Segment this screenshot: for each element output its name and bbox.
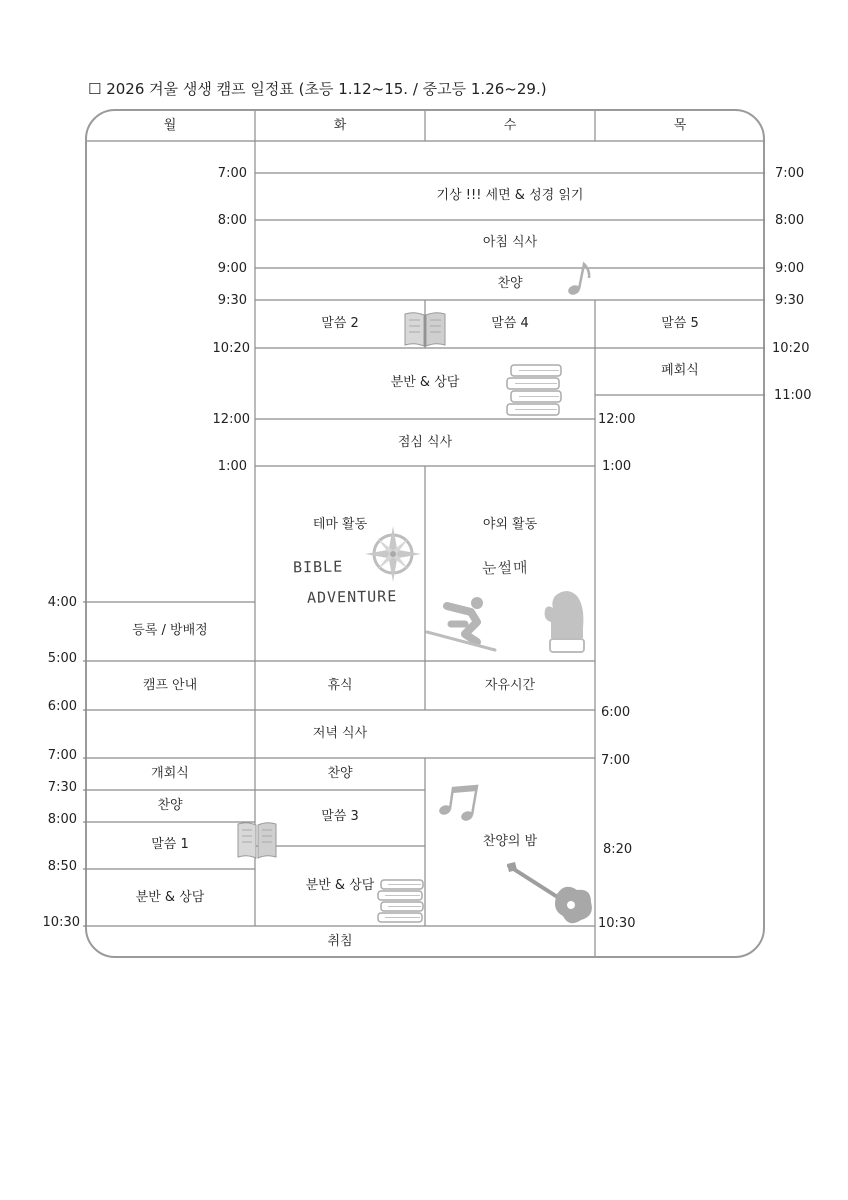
open-book-icon xyxy=(235,818,279,864)
event-praise-morning: 찬양 xyxy=(497,276,523,291)
time-label: 7:00 xyxy=(47,748,77,763)
time-label: 1:00 xyxy=(602,459,632,474)
time-label: 7:00 xyxy=(217,166,247,181)
time-label: 8:20 xyxy=(603,842,633,857)
event-guide: 캠프 안내 xyxy=(142,678,198,693)
time-label: 11:00 xyxy=(774,388,812,403)
book-stack-icon xyxy=(505,362,565,418)
book-stack-icon xyxy=(376,878,426,926)
theme-subtitle-2: ADVENTURE xyxy=(306,587,398,607)
event-group-mon: 분반 & 상담 xyxy=(135,890,205,905)
day-header-tue: 화 xyxy=(333,118,347,133)
time-label: 7:00 xyxy=(775,166,805,181)
day-header-thu: 목 xyxy=(673,118,687,133)
event-word-4: 말씀 4 xyxy=(491,316,529,331)
event-group-am: 분반 & 상담 xyxy=(390,375,460,390)
page-title: ☐ 2026 겨울 생생 캠프 일정표 (초등 1.12~15. / 중고등 1.26~29.) xyxy=(88,80,547,98)
event-sleep: 취침 xyxy=(327,934,353,949)
event-dinner: 저녁 식사 xyxy=(312,726,368,741)
time-label: 8:00 xyxy=(217,213,247,228)
day-header-wed: 수 xyxy=(503,118,517,133)
event-breakfast: 아침 식사 xyxy=(482,235,538,250)
compass-icon xyxy=(363,524,423,584)
time-label: 6:00 xyxy=(47,699,77,714)
event-praise-tue: 찬양 xyxy=(327,766,353,781)
time-label: 8:00 xyxy=(47,812,77,827)
time-label: 9:00 xyxy=(775,261,805,276)
time-label: 10:30 xyxy=(42,915,80,930)
time-label: 12:00 xyxy=(598,412,636,427)
time-label: 4:00 xyxy=(47,595,77,610)
event-opening: 개회식 xyxy=(151,766,189,781)
event-outdoor: 야외 활동 xyxy=(482,517,538,532)
day-header-mon: 월 xyxy=(163,118,177,133)
event-register: 등록 / 방배정 xyxy=(132,623,208,638)
event-group-tue: 분반 & 상담 xyxy=(305,878,375,893)
time-label: 5:00 xyxy=(47,651,77,666)
double-note-icon xyxy=(437,780,485,824)
event-rest: 휴식 xyxy=(327,678,353,693)
outdoor-subtitle: 눈썰매 xyxy=(481,558,529,578)
event-word-2: 말씀 2 xyxy=(321,316,359,331)
time-label: 10:20 xyxy=(212,341,250,356)
time-label: 8:50 xyxy=(47,859,77,874)
time-label: 7:00 xyxy=(601,753,631,768)
event-praise-mon: 찬양 xyxy=(157,798,183,813)
event-word-3: 말씀 3 xyxy=(321,809,359,824)
time-label: 1:00 xyxy=(217,459,247,474)
time-label: 10:20 xyxy=(772,341,810,356)
time-label: 9:00 xyxy=(217,261,247,276)
event-word-1: 말씀 1 xyxy=(151,837,189,852)
event-word-5: 말씀 5 xyxy=(661,316,699,331)
time-label: 12:00 xyxy=(212,412,250,427)
time-label: 8:00 xyxy=(775,213,805,228)
time-label: 9:30 xyxy=(775,293,805,308)
time-label: 10:30 xyxy=(598,916,636,931)
skier-icon xyxy=(425,594,497,654)
event-free: 자유시간 xyxy=(484,678,536,693)
music-note-icon xyxy=(565,260,595,298)
event-wake: 기상 !!! 세면 & 성경 읽기 xyxy=(436,188,584,203)
open-book-icon xyxy=(402,306,448,352)
time-label: 7:30 xyxy=(47,780,77,795)
event-closing: 폐회식 xyxy=(661,363,699,378)
guitar-icon xyxy=(505,862,597,928)
event-lunch: 점심 식사 xyxy=(397,435,453,450)
event-theme: 테마 활동 xyxy=(312,517,368,532)
event-praise-night: 찬양의 밤 xyxy=(482,834,538,849)
time-label: 6:00 xyxy=(601,705,631,720)
theme-subtitle-1: BIBLE xyxy=(292,557,344,577)
time-label: 9:30 xyxy=(217,293,247,308)
mitten-icon xyxy=(541,588,589,654)
